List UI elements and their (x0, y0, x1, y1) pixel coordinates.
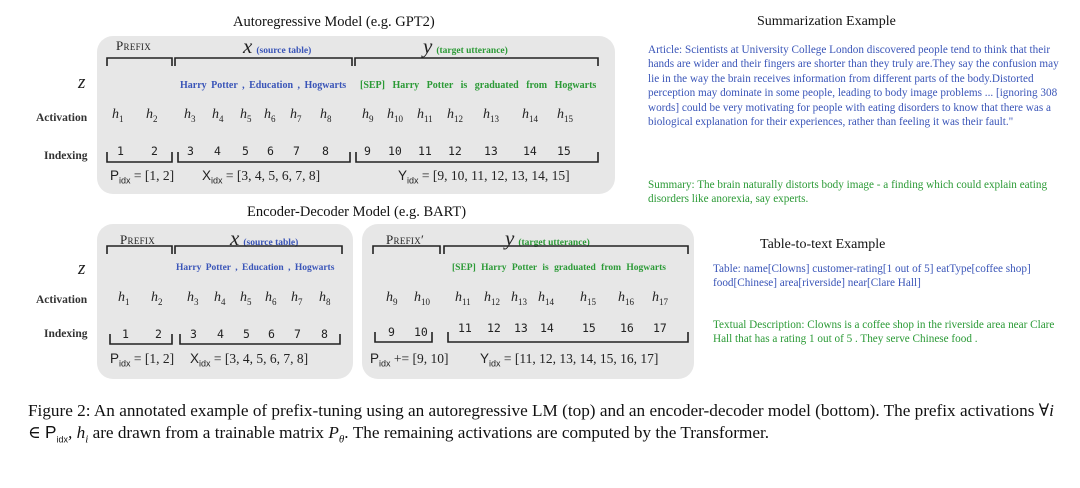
h-index: 5 (247, 113, 252, 124)
ar-x-note: (source table) (256, 46, 312, 56)
ar-index-num: 3 (187, 144, 194, 158)
ed-index-num: 3 (190, 327, 197, 341)
h-symbol: h (414, 290, 421, 305)
h-symbol: h (214, 290, 221, 305)
ed-y-token: from (601, 263, 622, 273)
autoregressive-title: Autoregressive Model (e.g. GPT2) (233, 14, 435, 30)
h-index: 12 (454, 113, 463, 124)
h-symbol: h (290, 107, 297, 122)
ar-p-idx-value: = [1, 2] (133, 168, 175, 183)
h-symbol: h (291, 290, 298, 305)
ed-x-token: Education (241, 263, 284, 273)
ar-index-num: 9 (364, 144, 371, 158)
ed-index-num: 13 (514, 321, 528, 335)
h-index: 6 (271, 113, 276, 124)
h-index: 16 (625, 296, 634, 307)
ed-y-note: (target utterance) (518, 238, 590, 248)
ed-index-num: 16 (620, 321, 634, 335)
ar-x-var: x (243, 34, 253, 58)
ar-x-token: Hogwarts (304, 80, 347, 91)
ed-index-num: 7 (294, 327, 301, 341)
caption-theta: θ (338, 433, 345, 446)
h-index: 3 (191, 113, 196, 124)
ed-y-token: [SEP] (452, 263, 476, 273)
idx-sub: idx (119, 358, 131, 369)
y-symbol: Y (480, 351, 490, 366)
h-index: 13 (490, 113, 499, 124)
ed-index-num: 17 (653, 321, 667, 335)
ed-index-num: 8 (321, 327, 328, 341)
h-symbol: h (112, 107, 119, 122)
x-symbol: X (190, 351, 200, 366)
ed-index-num: 4 (217, 327, 224, 341)
ed-x-token: Potter (205, 263, 231, 273)
ed-y-top-bracket (444, 246, 688, 254)
table-to-text-title: Table-to-text Example (760, 237, 886, 252)
ar-y-token: Harry Potter (392, 80, 454, 91)
h-symbol: h (538, 290, 545, 305)
ar-y-token: Hogwarts (554, 80, 597, 91)
ar-index-num: 12 (448, 144, 462, 158)
ar-index-num: 10 (388, 144, 402, 158)
ed-index-num: 15 (582, 321, 596, 335)
ed-index-num: 14 (540, 321, 554, 335)
h-symbol: h (386, 290, 393, 305)
ar-index-num: 2 (151, 144, 158, 158)
caption-math-forall: ∀i ∈ (28, 401, 1054, 442)
ar-x-top-bracket (175, 58, 352, 66)
ed-prefix2-top-bracket (373, 246, 440, 254)
idx-sub: idx (489, 358, 501, 369)
ar-prefix-bottom-bracket (107, 152, 172, 162)
h-symbol: h (652, 290, 659, 305)
ar-index-num: 6 (267, 144, 274, 158)
h-symbol: h (417, 107, 424, 122)
ed-index-num: 2 (155, 327, 162, 341)
ar-y-var: y (423, 34, 433, 58)
ar-x-idx-value: = [3, 4, 5, 6, 7, 8] (225, 168, 321, 183)
idx-sub: idx (407, 175, 419, 186)
ar-y-token: from (526, 80, 548, 91)
ed-p-idx-value: = [1, 2] (133, 351, 175, 366)
h-index: 14 (545, 296, 554, 307)
h-symbol: h (618, 290, 625, 305)
ar-index-num: 1 (117, 144, 124, 158)
ar-prefix-label: Prefix (116, 38, 152, 53)
h-symbol: h (455, 290, 462, 305)
h-symbol: h (187, 290, 194, 305)
ed-prefix-top-bracket (107, 246, 172, 254)
h-symbol: h (511, 290, 518, 305)
ed-index-num: 9 (388, 325, 395, 339)
h-index: 7 (298, 296, 303, 307)
ed-x-bottom-bracket (180, 334, 340, 344)
ar-y-token: graduated (474, 80, 519, 91)
ar-y-bottom-bracket (356, 152, 598, 162)
h-symbol: h (212, 107, 219, 122)
h-symbol: h (580, 290, 587, 305)
ed-y-token: Potter (511, 263, 537, 273)
ed-index-num: 10 (414, 325, 428, 339)
ed-prefix-bottom-bracket (110, 334, 172, 344)
ar-x-token: , (297, 80, 301, 91)
h-index: 2 (153, 113, 158, 124)
h-index: 12 (491, 296, 500, 307)
caption-idx-sub: idx (56, 434, 69, 445)
ar-x-token: , (242, 80, 245, 91)
ed-x-top-bracket (175, 246, 342, 254)
ed-index-num: 12 (487, 321, 501, 335)
h-index: 7 (297, 113, 302, 124)
idx-sub: idx (119, 175, 131, 186)
h-symbol: h (447, 107, 454, 122)
h-symbol: h (557, 107, 564, 122)
ed-z-label: z (78, 258, 86, 279)
table-to-text-description: Textual Description: Clowns is a coffee shop in the riverside area near Clare Hall that has a rating 1 out of 5 . They serve Chinese food . (713, 319, 1055, 346)
y-symbol: Y (398, 168, 408, 183)
h-index: 9 (369, 113, 374, 124)
ed-x-token: Hogwarts (294, 263, 335, 273)
ar-index-num: 11 (418, 144, 432, 158)
h-index: 10 (394, 113, 403, 124)
h-index: 1 (119, 113, 124, 124)
x-symbol: X (202, 168, 212, 183)
h-symbol: h (146, 107, 153, 122)
ar-index-num: 5 (242, 144, 249, 158)
h-symbol: h (240, 107, 247, 122)
ar-index-num: 4 (214, 144, 221, 158)
ar-index-num: 15 (557, 144, 571, 158)
p-symbol: P (110, 351, 120, 366)
h-index: 8 (326, 296, 331, 307)
h-symbol: h (184, 107, 191, 122)
ed-index-num: 11 (458, 321, 472, 335)
h-index: 4 (219, 113, 224, 124)
ar-x-token: Education (249, 80, 294, 91)
ed-p-idx-plus-value: += [9, 10] (393, 351, 449, 366)
h-index: 1 (125, 296, 130, 307)
ar-z-label: z (78, 72, 86, 93)
h-index: 4 (221, 296, 226, 307)
h-index: 11 (424, 113, 433, 124)
caption-ptheta: P (328, 422, 339, 442)
ed-y-token: Hogwarts (626, 263, 666, 273)
ed-activation-label: Activation (36, 294, 88, 306)
ed-x-token: , (288, 263, 291, 273)
h-index: 17 (659, 296, 668, 307)
h-symbol: h (483, 107, 490, 122)
h-symbol: h (522, 107, 529, 122)
h-index: 6 (272, 296, 277, 307)
h-symbol: h (240, 290, 247, 305)
ar-index-num: 7 (293, 144, 300, 158)
caption-tail: . The remaining activations are computed by the Transformer. (344, 422, 770, 442)
ar-x-bottom-bracket (178, 152, 350, 162)
ed-x-note: (source table) (243, 238, 299, 248)
ar-index-num: 14 (523, 144, 537, 158)
ar-activation-label: Activation (36, 112, 88, 124)
ed-y-token: Harry (481, 263, 507, 273)
ed-x-idx-value: = [3, 4, 5, 6, 7, 8] (213, 351, 309, 366)
ed-y-token: graduated (554, 263, 596, 273)
ed-y-idx-value: = [11, 12, 13, 14, 15, 16, 17] (503, 351, 659, 366)
h-symbol: h (319, 290, 326, 305)
summarization-article: Article: Scientists at University College London discovered people tend to think that their hands are wider and their fingers are shorter than they truly are.They say the confusion may lie in the way the brain receives information from different parts of the body.Distorted perception may dominate in some people, leading to body image problems ... [ignoring 308 words] could be very motivating for people with eating disorders to know that there was a biological explanation for their experiences, rather than feeling it was their fault." (648, 44, 1059, 129)
h-index: 9 (393, 296, 398, 307)
h-index: 15 (587, 296, 596, 307)
ed-prefix-label: Prefix (120, 232, 156, 247)
p-symbol: P (370, 351, 380, 366)
h-symbol: h (484, 290, 491, 305)
figure-caption (28, 400, 1058, 451)
summarization-title: Summarization Example (757, 14, 896, 29)
idx-sub: idx (199, 358, 211, 369)
h-index: 5 (247, 296, 252, 307)
ar-y-token: is (460, 80, 468, 91)
ed-y-token: is (542, 263, 549, 273)
h-symbol: h (265, 290, 272, 305)
h-index: 3 (194, 296, 199, 307)
ar-index-num: 13 (484, 144, 498, 158)
h-index: 14 (529, 113, 538, 124)
summarization-summary: Summary: The brain naturally distorts body image - a finding which could explain eating disorders like anorexia, say experts. (648, 179, 1048, 206)
table-to-text-table: Table: name[Clowns] customer-rating[1 out of 5] eatType[coffee shop] food[Chinese] area[riverside] near[Clare Hall] (713, 263, 1031, 290)
caption-p-symbol: P (45, 421, 57, 442)
caption-math-h: , h (68, 422, 86, 442)
ed-index-num: 5 (243, 327, 250, 341)
ed-index-num: 1 (122, 327, 129, 341)
ed-y-bottom-bracket (448, 332, 688, 342)
h-index: 8 (327, 113, 332, 124)
ed-index-num: 6 (268, 327, 275, 341)
ed-x-token: Harry (176, 263, 202, 273)
h-symbol: h (387, 107, 394, 122)
h-index: 10 (421, 296, 430, 307)
h-index: 2 (158, 296, 163, 307)
ed-y-var: y (505, 226, 515, 250)
ar-indexing-label: Indexing (44, 150, 88, 162)
encoder-decoder-title: Encoder-Decoder Model (e.g. BART) (247, 204, 467, 220)
h-index: 13 (518, 296, 527, 307)
ar-prefix-top-bracket (107, 58, 172, 66)
ar-y-token: [SEP] (360, 80, 385, 91)
h-index: 11 (462, 296, 471, 307)
h-index: 15 (564, 113, 573, 124)
p-symbol: P (110, 168, 120, 183)
h-symbol: h (264, 107, 271, 122)
ar-y-note: (target utterance) (436, 46, 508, 56)
caption-lead: Figure 2: An annotated example of prefix-tuning using an autoregressive LM (top) and an encoder-decoder model (bottom). The prefix activations (28, 401, 1039, 420)
ed-x-var: x (230, 226, 240, 250)
h-symbol: h (151, 290, 158, 305)
ar-y-top-bracket (355, 58, 598, 66)
ed-prefix2-bottom-bracket (375, 332, 432, 342)
idx-sub: idx (211, 175, 223, 186)
h-symbol: h (320, 107, 327, 122)
idx-sub: idx (379, 358, 391, 369)
ar-index-num: 8 (322, 144, 329, 158)
ed-x-token: , (235, 263, 238, 273)
ar-x-token: Harry Potter (180, 80, 238, 91)
h-symbol: h (118, 290, 125, 305)
ed-prefix2-label: Prefix′ (386, 232, 425, 247)
caption-h-sub-i: i (85, 433, 89, 446)
ed-indexing-label: Indexing (44, 328, 88, 340)
ar-y-idx-value: = [9, 10, 11, 12, 13, 14, 15] (421, 168, 570, 183)
h-symbol: h (362, 107, 369, 122)
caption-mid: are drawn from a trainable matrix (88, 422, 329, 442)
